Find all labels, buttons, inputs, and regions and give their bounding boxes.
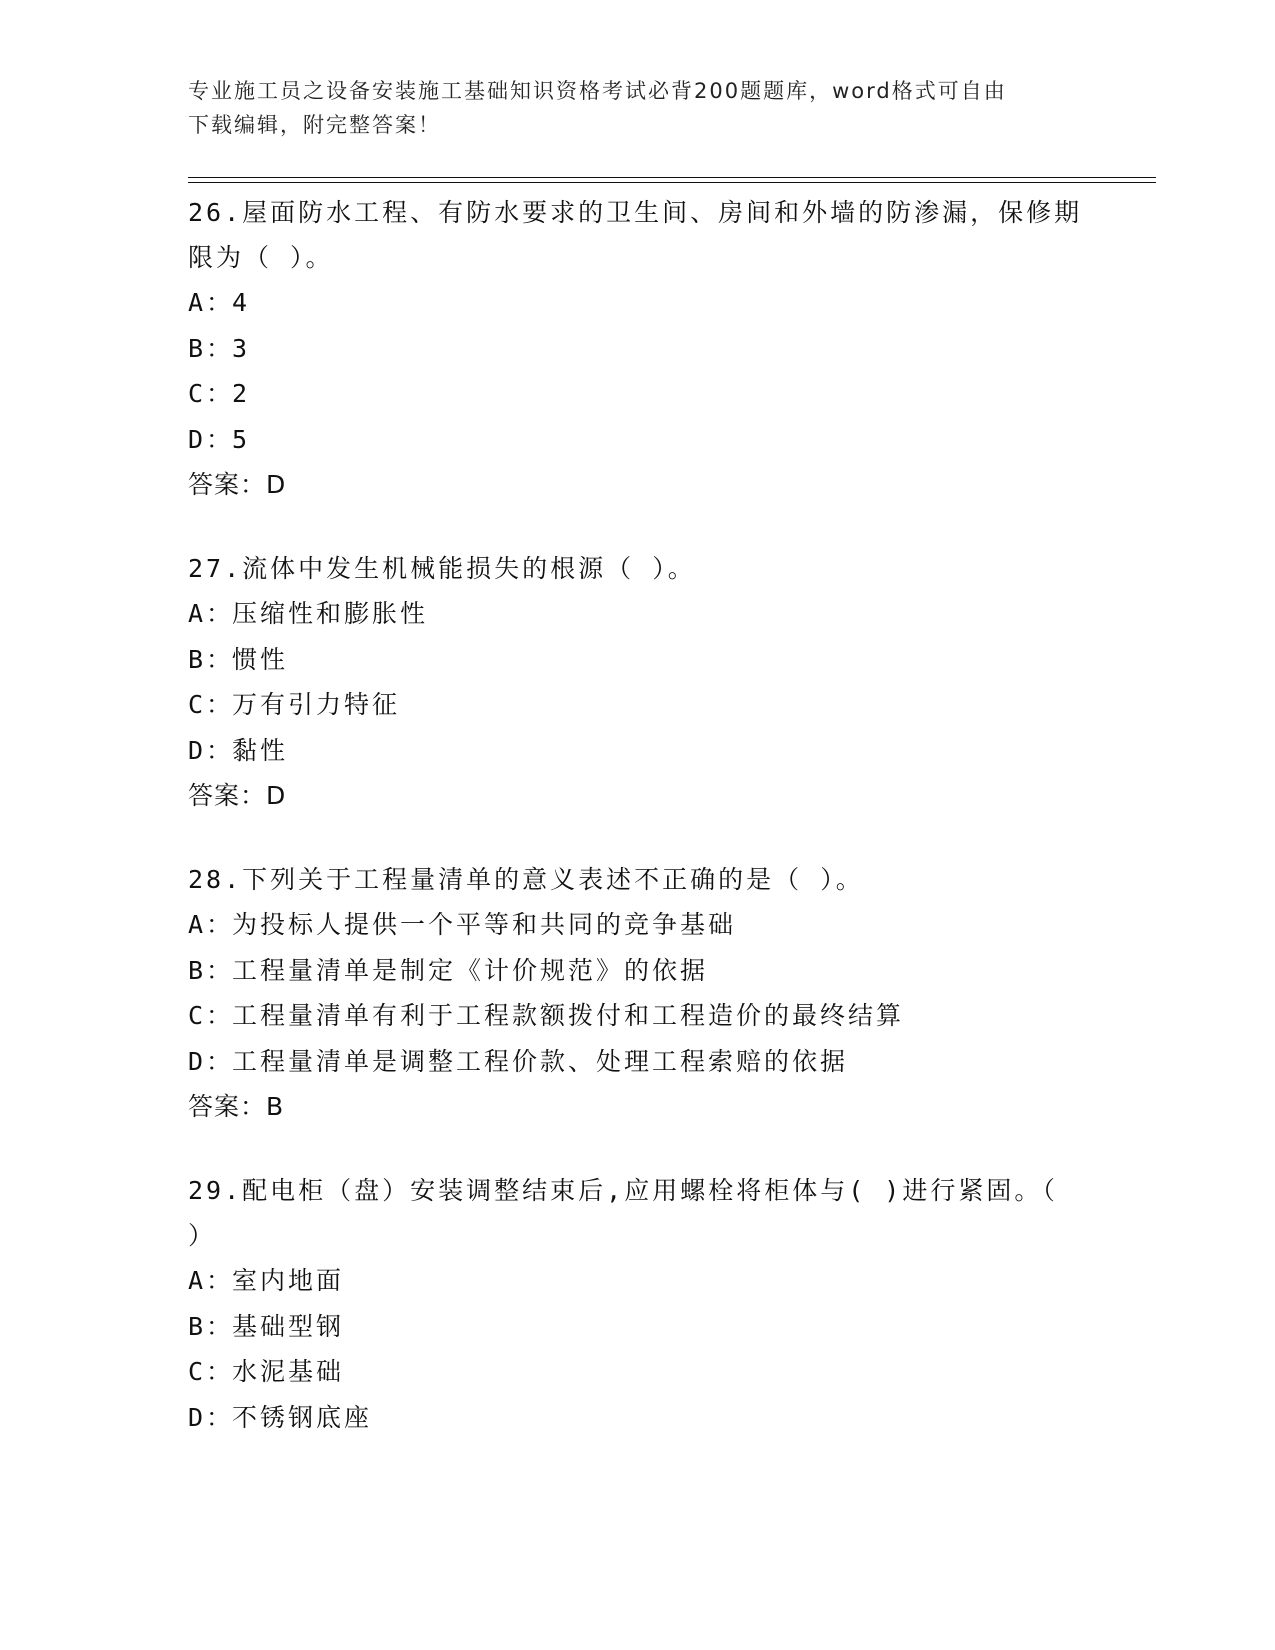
- option-a: [188, 902, 1088, 948]
- question-stem: 26.屋面防水工程、有防水要求的卫生间、房间和外墙的防渗漏，保修期限为（ ）。: [188, 198, 1083, 272]
- option-a: [188, 280, 1088, 326]
- option-c: [188, 993, 1088, 1039]
- option-text: 黏性: [232, 735, 289, 765]
- option-key: D：: [188, 1046, 235, 1076]
- option-text: 工程量清单是调整工程价款、处理工程索赔的依据: [232, 1046, 849, 1076]
- question-29: [188, 1168, 1088, 1440]
- option-c: [188, 1349, 1088, 1395]
- option-key: B：: [188, 1311, 235, 1341]
- option-b: [188, 637, 1088, 683]
- option-d: [188, 728, 1088, 774]
- document-header: [188, 74, 1078, 142]
- option-a: [188, 1258, 1088, 1304]
- option-text: 压缩性和膨胀性: [232, 599, 429, 628]
- option-a: [188, 591, 1088, 637]
- option-key: D：: [188, 424, 235, 454]
- option-text: 5: [232, 424, 251, 454]
- option-text: 室内地面: [232, 1266, 345, 1295]
- question-list: [188, 190, 1088, 1479]
- option-text: 3: [232, 333, 251, 363]
- option-key: D：: [188, 1402, 235, 1432]
- question-stem: 29.配电柜（盘）安装调整结束后,应用螺栓将柜体与( )进行紧固。（ ）: [188, 1176, 1058, 1250]
- option-text: 工程量清单有利于工程款额拨付和工程造价的最终结算: [232, 1001, 905, 1030]
- question-26: [188, 190, 1088, 507]
- header-divider-top: [188, 177, 1156, 178]
- option-b: [188, 948, 1088, 994]
- answer: 答案：D: [188, 470, 287, 499]
- option-key: A：: [188, 599, 235, 628]
- option-key: D：: [188, 735, 235, 765]
- answer: 答案：B: [188, 1092, 285, 1121]
- option-key: B：: [188, 644, 235, 674]
- option-d: [188, 1039, 1088, 1085]
- question-stem: 27.流体中发生机械能损失的根源（ ）。: [188, 554, 696, 583]
- header-line-2: 下载编辑，附完整答案！: [188, 113, 441, 137]
- option-c: [188, 371, 1088, 417]
- option-b: [188, 326, 1088, 372]
- question-stem: 28.下列关于工程量清单的意义表述不正确的是（ ）。: [188, 865, 864, 894]
- option-text: 为投标人提供一个平等和共同的竞争基础: [232, 910, 737, 939]
- option-text: 水泥基础: [232, 1357, 345, 1386]
- option-text: 基础型钢: [232, 1311, 345, 1341]
- option-key: A：: [188, 910, 235, 939]
- option-text: 4: [232, 288, 251, 317]
- option-text: 工程量清单是制定《计价规范》的依据: [232, 955, 709, 985]
- header-line-1: 专业施工员之设备安装施工基础知识资格考试必背200题题库，word格式可自由: [188, 79, 1007, 103]
- question-27: [188, 546, 1088, 818]
- option-text: 不锈钢底座: [232, 1402, 373, 1432]
- option-key: C：: [188, 1001, 235, 1030]
- option-key: C：: [188, 690, 235, 719]
- option-key: A：: [188, 288, 235, 317]
- option-d: [188, 417, 1088, 463]
- option-key: B：: [188, 955, 235, 985]
- header-divider-bottom: [188, 182, 1156, 183]
- answer: 答案：D: [188, 781, 287, 810]
- option-text: 2: [232, 379, 251, 408]
- option-text: 万有引力特征: [232, 690, 401, 719]
- option-d: [188, 1395, 1088, 1441]
- option-key: C：: [188, 1357, 235, 1386]
- option-b: [188, 1304, 1088, 1350]
- option-key: C：: [188, 379, 235, 408]
- option-key: B：: [188, 333, 235, 363]
- question-28: [188, 857, 1088, 1129]
- option-c: [188, 682, 1088, 728]
- option-text: 惯性: [232, 644, 289, 674]
- option-key: A：: [188, 1266, 235, 1295]
